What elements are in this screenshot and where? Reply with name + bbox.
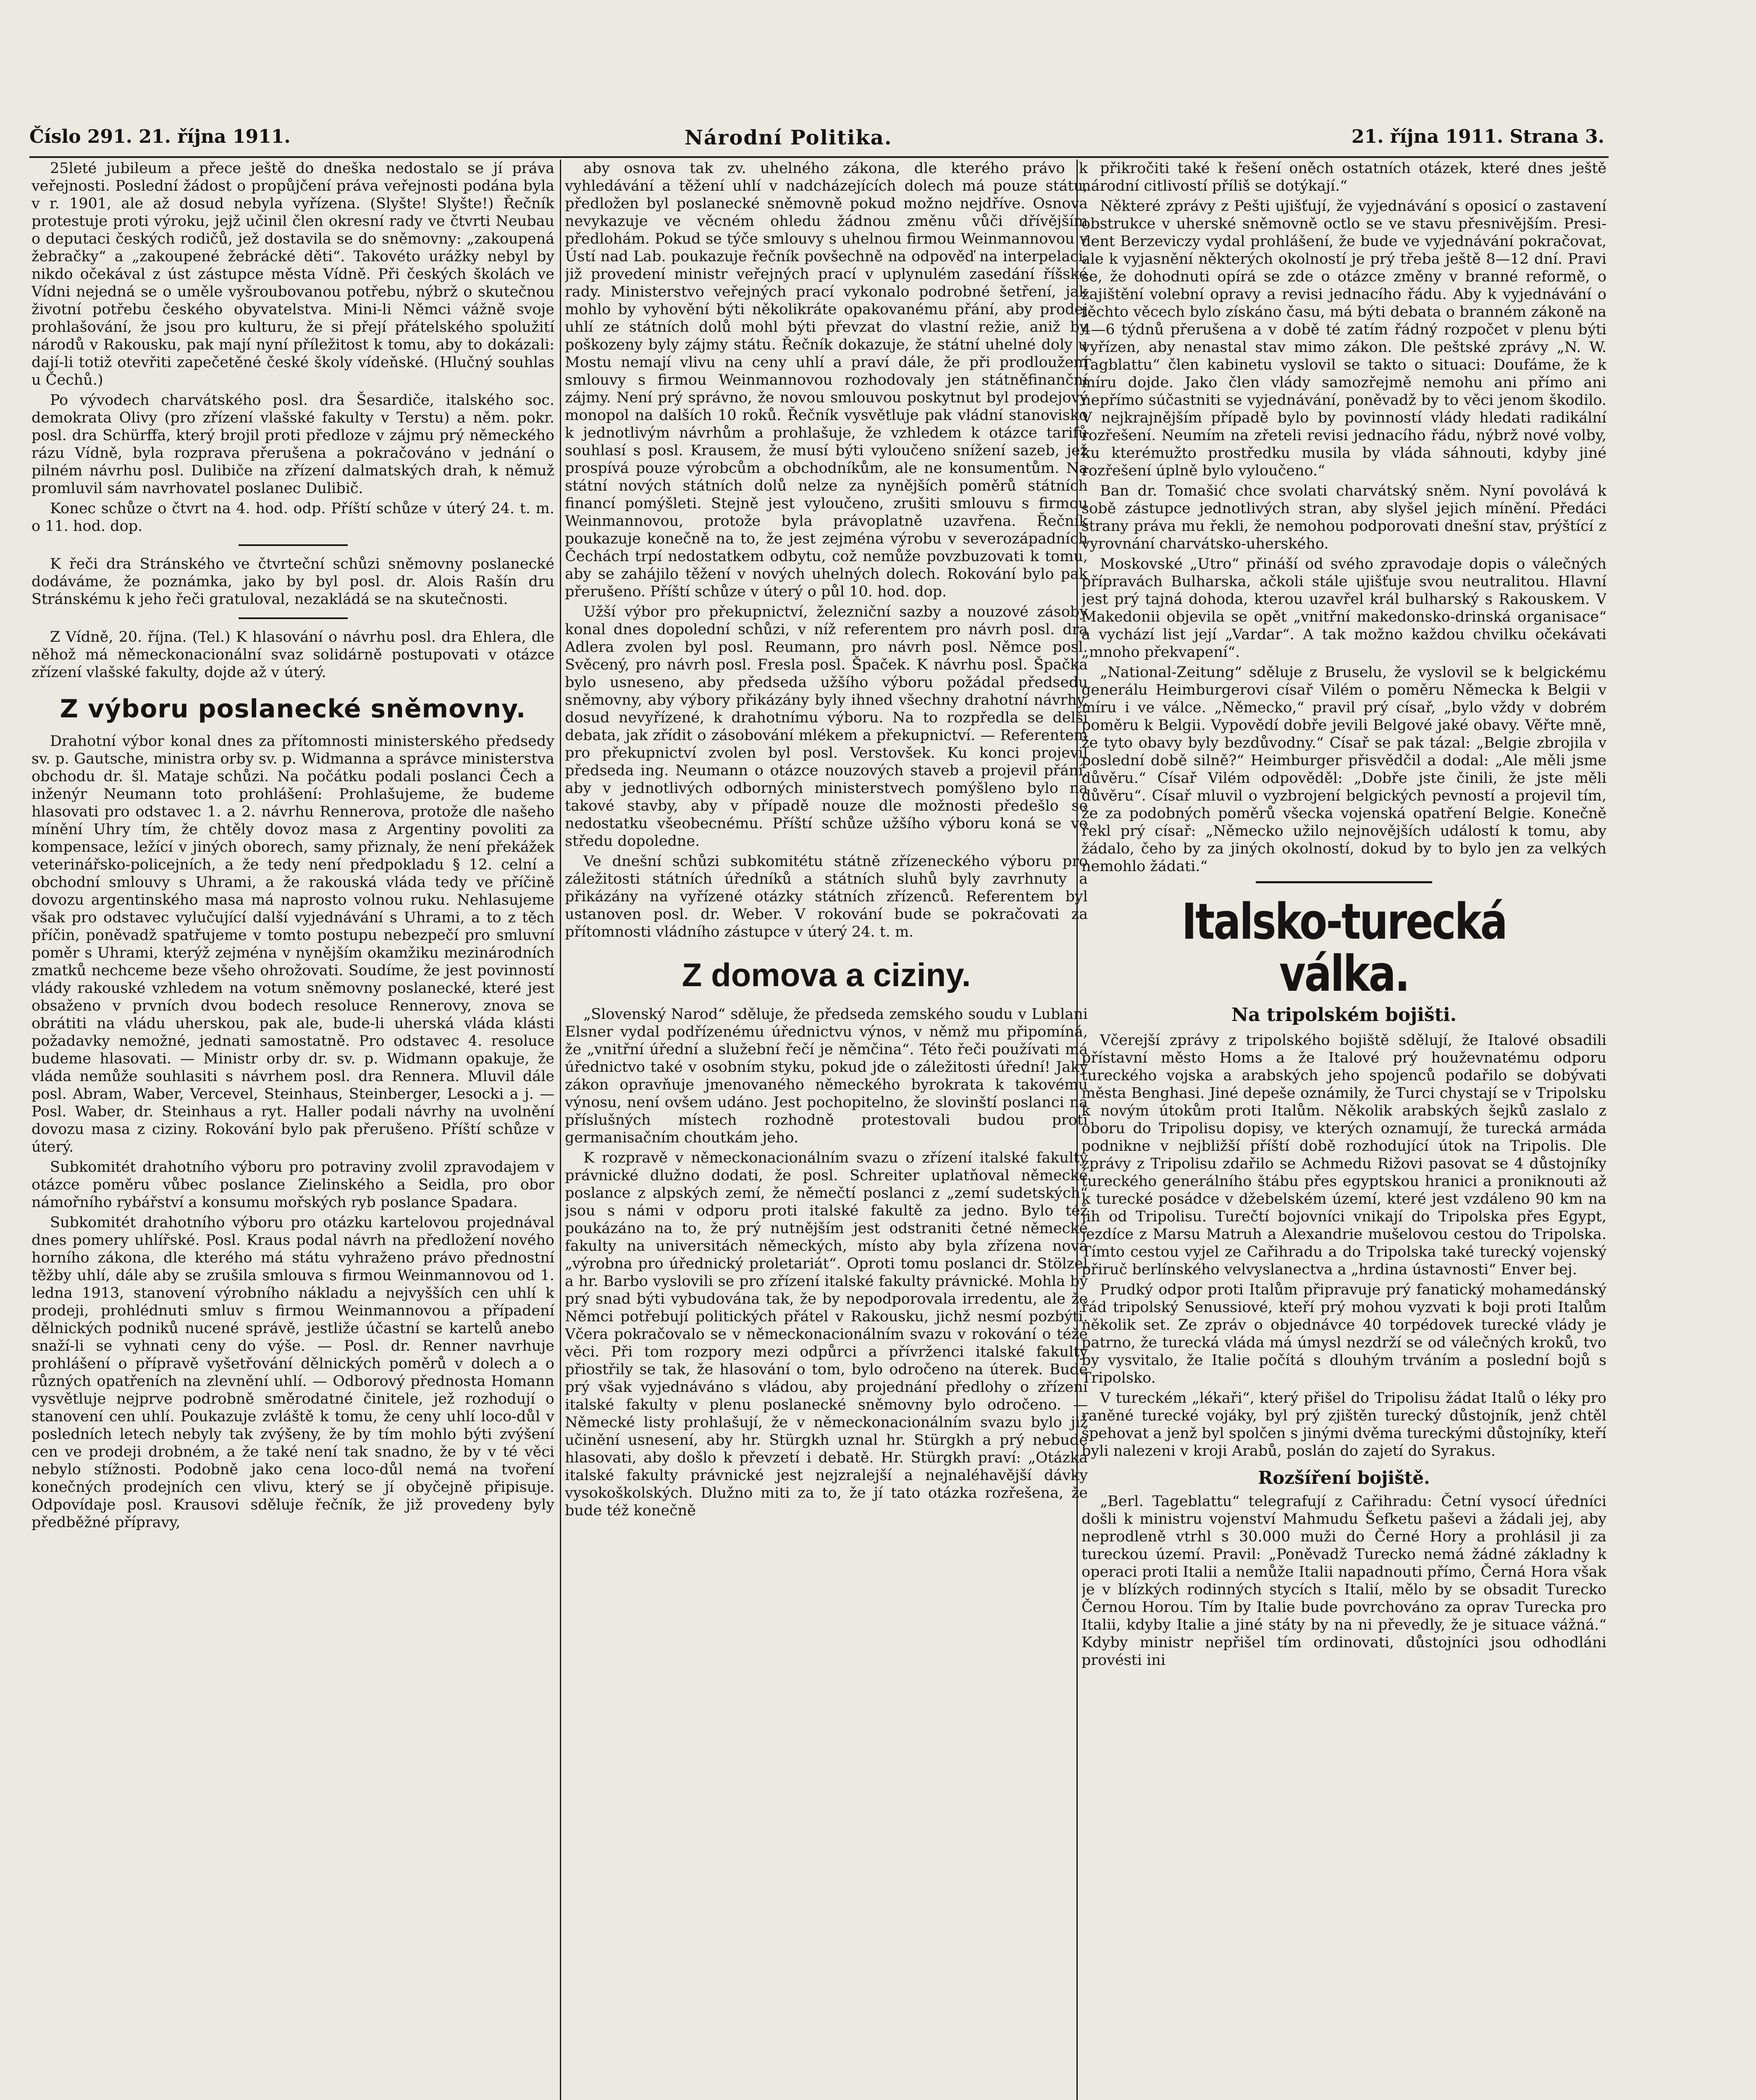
article-paragraph: Ve dnešní schůzi subkomitétu státně zřízeneckého výboru pro záležitosti státních úředníků a státních sluhů byly zavrhnuty a přikázány na vyřízené otázky státních zřízenců. Referentem byl ustanoven posl. dr. Weber. V rokování bude se pokračovati za přítomnosti vládního zástupce v úterý 24. t. m. [565, 853, 1088, 940]
article-paragraph: Subkomitét drahotního výboru pro otázku kartelovou projednával dnes pomery uhlířské. Posl. Kraus podal návrh na předložení nového horního zákona, dle kterého má státu vyhraženo právo přednostní těžby uhlí, dále aby se zrušila smlouva s firmou Weinmannovou od 1. ledna 1913, stanovení výrobního nákladu a nejvyšších cen uhlí k prodeji, prohlédnuti smluv s firmou Weinmannovou a případení dělnických podniků nucené správě, jestliže účastní se kartelů anebo snaží-li se vyhnati ceny do výše. — Posl. dr. Renner navrhuje prohlášení o přípravě vyšetřování dělnických poměrů v dolech a o různých opatřeních na zlevnění uhlí. — Odborový přednosta Homann vysvětluje nejprve podrobně směrodatné činitele, jež rozhodují o stanovení cen uhlí. Poukazuje zvláště k tomu, že ceny uhlí loco-důl v posledních letech nebyly tak zvýšeny, že by tím mohlo býti zvýšení cen ve prodeji drobném, a že také není tak snadno, že by v té věci nebylo stížnosti. Podobně jako cena loco-důl nemá na tvoření konečných prodejních cen vlivu, který se jí obyčejně připisuje. Odpovídaje posl. Krausovi sděluje řečník, že již provedeny byly předběžné přípravy, [31, 1214, 554, 1531]
article-paragraph: Užší výbor pro překupnictví, železniční sazby a nouzové zásoby konal dnes dopolední schůzi, v níž referentem pro návrh posl. dra Adlera zvolen byl posl. Reumann, pro návrh posl. Němce posl. Svěcený, pro návrh posl. Fresla posl. Špaček. K návrhu posl. Špačka bylo usneseno, aby předseda užšího výboru požádal předsedu sněmovny, aby výbory přikázány byly ihned všechny drahotní návrhy, dosud nevyřízené, k drahotnímu výboru. Na to rozpředla se delší debata, jak zřídit o zásobování mlékem a překupnictví. — Referentem pro překupnictví zvolen byl posl. Verstovšek. Ku konci projevil předseda ing. Neumann o otázce nouzových staveb a projevil přání, aby v jednotlivých odborných ministerstvech pomýšleno bylo na takové stavby, aby v případě nouze dle možnosti předešlo se nedostatku všeobecnému. Příští schůze užšího výboru koná se ve středu dopoledne. [565, 604, 1088, 850]
article-paragraph: K rozpravě v německonacionálním svazu o zřízení italské fakulty právnické dlužno dodati, že posl. Schreiter uplatňoval německé poslance z alpských zemí, že němečtí poslanci z „zemí sudetských“ jsou s námi v odporu proti italské fakultě za jedno. Bylo též poukázáno na to, že prý nutnějším jest odstraniti četné německé fakulty na universitách německých, místo aby byla zřízena nová „výrobna pro úřednický proletariát“. Oproti tomu poslanci dr. Stölzel a hr. Barbo vyslovili se pro zřízení italské fakulty právnické. Mohla by prý snad býti vybudována tak, že by nepodporovala irredentu, ale že Němci potřebují politických přátel v Rakousku, jichž nesmí pozbýti. Včera pokračovalo se v německonacionálním svazu v rokování o téže věci. Při tom rozpory mezi odpůrci a přívrženci italské fakulty přiostřily se tak, že hlasování o tom, bylo odročeno na úterek. Bude prý však vyjednáváno s vládou, aby projednání předlohy o zřízení italské fakulty v plenu poslanecké sněmovny bylo odročeno. — Německé listy prohlašují, že v německonacionálním svazu bylo již učinění usnesení, aby hr. Stürgkh uznal hr. Stürgkh a prý nebude hlasovati, aby došlo k převzetí i debatě. Hr. Stürgkh praví: „Otázka italské fakulty právnické jest nejzralejší a nejnaléhavější dávky vysokoškolských. Dlužno miti za to, že jí tato otázka rozřešena, že bude též konečně [565, 1149, 1088, 1519]
separator-rule [239, 544, 348, 546]
article-paragraph: „Slovenský Narod“ sděluje, že předseda zemského soudu v Lublani Elsner vydal podřízenému úřednictvu výnos, v němž mu připomíná, že „vnitřní úřední a služební řečí je němčina“. Této řeči používati má úřednictvo také v osobním styku, pokud jde o záležitosti úřední! Jaký zákon opravňuje jmenovaného německého byrokrata k takovému výnosu, není ovšem udáno. Jest pochopitelno, že slovinští poslanci na příslušných místech rozhodně protestovali budou proti germanisačním choutkám jeho. [565, 1005, 1088, 1146]
article-paragraph: 25leté jubileum a přece ještě do dneška nedostalo se jí práva veřejnosti. Poslední žádost o propůjčení práva veřejnosti podána byla v r. 1901, ale až dosud nebyla vyřízena. (Slyšte! Slyšte!) Řečník protestuje proti výroku, jejž učinil člen okresní rady ve čtvrti Neubau o deputaci českých rodičů, jež dostavila se do sněmovny: „zakoupená žebračky“ a „zakoupené žebrácké děti“. Takovéto urážky nebyl by nikdo očekával z úst zástupce města Vídně. Při českých školách ve Vídni nejedná se o uměle vyšroubovanou potřebu, nýbrž o skutečnou životní potřebu českého obyvatelstva. Mini-li Němci vážně svoje prohlašování, že jsou pro kulturu, že si přejí přátelského spolužití národů v Rakousku, pak mají nyní příležitost k tomu, aby to dokázali: dají-li totiž otevřiti zapečetěné české školy vídeňské. (Hlučný souhlas u Čechů.) [31, 160, 554, 388]
article-paragraph: Prudký odpor proti Italům připravuje prý fanatický mohamedánský řád tripolský Senussiové, kteří prý mohou vyzvati k boji proti Italům několik set. Ze zpráv o objednávce 40 torpédovek turecké vlády je patrno, že turecká vláda má úmysl nezdrží se od válečných kroků, tvo by vysvitalo, že Italie počítá s dlouhým trváním a poslední bojů s Tripolsko. [1081, 1281, 1606, 1386]
column-divider [560, 160, 561, 2100]
article-paragraph: aby osnova tak zv. uhelného zákona, dle kterého právo k vyhledávání a těžení uhlí v nadcházejících dolech má pouze státu, předložen byl poslanecké sněmovně pokud možno nejdříve. Osnova nevykazuje ve věcném ohledu žádnou změnu vůči dřívějším předlohám. Pokud se týče smlouvy s uhelnou firmou Weinmannovou v Ústí nad Lab. poukazuje řečník povšechně na odpověď na interpelaci, již provedení ministr veřejných prací v uplynulém zasedání říšské rady. Ministerstvo veřejných prací vykonalo podrobné šetření, jak mohlo by vyhovění býti několikráte opakovanému přání, aby prodej uhlí ze státních dolů mohl býti převzat do vlastní režie, aniž by poškozeny byly zájmy státu. Řečník dokazuje, že státní uhelné doly u Mostu nemají vlivu na ceny uhlí a praví dále, že při prodloužení smlouvy s firmou Weinmannovou rozhodovaly jen státněfinanční zájmy. Není prý správno, že novou smlouvou poskytnut byl prodejový monopol na dalších 10 roků. Řečník vysvětluje pak vládní stanovisko k jednotlivým návrhům a prohlašuje, že vzhledem k otázce tarifů souhlasí s posl. Krausem, že musí býti vyloučeno snížení sazeb, jež prospívá pouze výrobcům a obchodníkům, ale ne konsumentům. Na státní nových státních dolů nelze za nynějších poměrů státních financí pomýšleti. Stejně jest vyloučeno, zrušiti smlouvu s firmou Weinmannovou, protože byla právoplatně uzavřena. Řečník poukazuje konečně na to, že jest zejména výrobu v severozápadních Čechách trpí nedostatkem odbytu, což nemůže povzbuzovati k tomu, aby se zahájilo těžení v nových uhelných dolech. Rokování bylo pak přerušeno. Příští schůze v úterý o půl 10. hod. dop. [565, 160, 1088, 600]
article-paragraph: K řeči dra Stránského ve čtvrteční schůzi sněmovny poslanecké dodáváme, že poznámka, jako by byl posl. dr. Alois Rašín dru Stránskému k jeho řeči gratuloval, nezakládá se na skutečnosti. [31, 556, 554, 608]
column-2 [565, 160, 1088, 2100]
article-paragraph: Ban dr. Tomašić chce svolati charvátský sněm. Nyní povolává k sobě zástupce jednotlivých stran, aby slyšel jejich mínění. Předáci strany práva mu řekli, že nemohou podporovati dnešní stav, prýštící z vyrovnání charvátsko-uherského. [1081, 483, 1606, 552]
article-paragraph: V tureckém „lékaři“, který přišel do Tripolisu žádat Italů o léky pro raněné turecké vojáky, byl prý zjištěn turecký důstojník, jenž chtěl špehovat a jenž byl spolčen s jinými dvěma tureckými důstojníky, kteří byli nalezeni v kroji Arabů, poslán do zajetí do Syrakus. [1081, 1389, 1606, 1460]
masthead-title: Národní Politika. [685, 126, 892, 150]
war-headline: Italsko-turecká válka. [1181, 892, 1507, 1003]
article-paragraph: Drahotní výbor konal dnes za přítomnosti ministerského předsedy sv. p. Gautsche, ministra orby sv. p. Widmanna a správce ministerstva obchodu dr. šl. Mataje schůzi. Na počátku podali poslanci Čech a inženýr Neumann toto prohlášení: Prohlašujeme, že budeme hlasovati pro odstavec 1. a 2. návrhu Rennerova, protože dle našeho mínění Uhry tím, že chtěly dovoz masa z Argentiny povoliti za kompensace, ležící v jiných oborech, samy přiznaly, že není překážek veterinářsko-policejních, a že tedy není předpokladu § 12. celní a obchodní smlouvy s Uhrami, a že rakouská vláda tedy ve příčině dovozu argentinského masa má naprosto volnou ruku. Nehlasujeme však pro odstavec vylučující další vyjednávání s Uhrami, a to z těch příčin, poněvadž spatřujeme v tomto postupu nebezpečí pro smluvní poměr s Uhrami, kterýž zejména v nynějším okamžiku mezinárodních zmatků nechceme beze všeho ohrožovati. Soudíme, že jest povinností vlády rakouské vzhledem na votum sněmovny poslanecké, které jest obsaženo v prvních dvou bodech resoluce Rennerovy, znova se obrátiti na vládu uherskou, pak ale, bude-li uherská vláda klásti požadavky nemožné, jednati samostatně. Pro odstavec 4. resoluce budeme hlasovati. — Ministr orby dr. sv. p. Widmann opakuje, že vláda nemůže souhlasiti s návrhem posl. dra Rennera. Mluvil dále posl. Abram, Waber, Vercevel, Steinhaus, Steinberger, Lesocki a j. — Posl. Waber, dr. Steinhaus a ryt. Haller podali návrhy na uvolnění dovozu masa z ciziny. Rokování bylo pak přerušeno. Příští schůze v úterý. [31, 733, 554, 1155]
date-page-number: 21. října 1911. Strana 3. [1351, 126, 1604, 147]
article-paragraph: Některé zprávy z Pešti ujišťují, že vyjednávání s oposicí o zastavení obstrukce v uherské sněmovně octlo se ve stavu přesnivějším. President Berzeviczy vydal prohlášení, že bude ve vyjednávání pokračovat, ale k vyjasnění některých okolností je prý třeba ještě 8—12 dní. Pravi se, že dohodnuti opírá se zde o otázce změny v branné reformě, o zajištění volební opravy a revisi jednacího řádu. Aby k vyjednávání o těchto věcech bylo získáno času, má býti debata o branném zákoně na 4—6 týdnů přerušena a v době té zatím řádný rozpočet v plenu býti vyřízen, aby nenastal stav mimo zákon. Dle peštské zprávy „N. W. Tagblattu“ člen kabinetu vyslovil se takto o situaci: Doufáme, že k míru dojde. Jako člen vlády samozřejmě nemohu ani přímo ani nepřímo súčastniti se vyjednávání, poněvadž by to věci jenom škodilo. V nejkrajnějším případě bylo by povinností vlády hledati radikální rozřešení. Neumím na zřeteli revisi jednacího řádu, nýbrž nové volby, ku kterémužto prostředku musila by vláda sáhnouti, kdyby jiné rozřešení úplně bylo vyloučeno.“ [1081, 198, 1606, 479]
section-heading: Z domova a ciziny. [682, 956, 971, 993]
article-paragraph: „National-Zeitung“ sděluje z Bruselu, že vyslovil se k belgickému generálu Heimburgerovi císař Vilém o poměru Německa k Belgii v míru i ve válce. „Německo,“ pravil prý císař, „bylo vždy v dobrém poměru k Belgii. Vypovědí dobře jevili Belgové jaké obavy. Věřte mně, že tyto obavy byly bezdůvodny.“ Císař se pak tázal: „Belgie zbrojila v poslední době silně?“ Heimburger přisvědčil a dodal: „Ale měli jsme důvěru.“ Císař Vilém odpověděl: „Dobře jste činili, že jste měli důvěru“. Císař mluvil o vyzbrojení belgických pevností a projevil tím, že za podobných poměrů všecka vojenská opatření Belgie. Konečně řekl prý císař: „Německo užilo nejnovějších událostí k tomu, aby žádalo, čeho by za jiných okolností, dokud by to bylo jen za velkých nemohlo žádati.“ [1081, 664, 1606, 875]
article-paragraph: Z Vídně, 20. října. (Tel.) K hlasování o návrhu posl. dra Ehlera, dle něhož má německonacionální svaz solidárně postupovati v otázce zřízení vlašské fakulty, dojde až v úterý. [31, 629, 554, 681]
section-heading: Z výboru poslanecké sněmovny. [60, 694, 526, 724]
article-paragraph: Moskovské „Utro“ přináší od svého zpravodaje dopis o válečných přípravách Bulharska, ačkoli stále ujišťuje svou neutralitou. Hlavní jest prý tajná dohoda, kterou uzavřel král bulharský s Rakouskem. V Makedonii objevila se opět „vnitřní makedonsko-drinská organisace“ a vychází list její „Vardar“. A tak možno každou chvilku očekávati „mnoho překvapení“. [1081, 556, 1606, 661]
subheading: Rozšíření bojiště. [1258, 1467, 1430, 1488]
header-rule [29, 156, 1609, 158]
article-paragraph: Subkomitét drahotního výboru pro potraviny zvolil zpravodajem v otázce poměru vůbec poslance Zielinského a Seidla, pro obor námořního rybářství a konsumu mořských ryb poslance Spadara. [31, 1159, 554, 1211]
subheading: Na tripolském bojišti. [1231, 1004, 1457, 1026]
article-paragraph: Po vývodech charvátského posl. dra Šesardiče, italského soc. demokrata Olivy (pro zřízení vlašské fakulty v Terstu) a něm. pokr. posl. dra Schürffa, který brojil proti předloze v zájmu prý německého rázu Vídně, byla rozprava přerušena a pokračováno v jednání o pilném návrhu posl. Dulibiče na zřízení dalmatských drah, k němuž promluvil sám navrhovatel poslanec Dulibič. [31, 392, 554, 497]
separator-rule [1256, 881, 1432, 883]
separator-rule [239, 617, 348, 619]
column-3 [1081, 160, 1606, 2100]
column-1 [31, 160, 554, 2100]
article-paragraph: „Berl. Tageblattu“ telegrafují z Cařihradu: Četní vysocí úředníci došli k ministru vojenství Mahmudu Šefketu paševi a žádali jej, aby neprodleně vtrhl s 30.000 muži do Černé Hory a prohlásil ji za tureckou území. Pravil: „Poněvadž Turecko nemá žádné základny k operaci proti Italii a nemůže Italii napadnouti přímo, Černá Hora však je v blízkých rodinných stycích s Italií, mělo by se obsadit Turecko Černou Horou. Tím by Italie bude povrchováno za oprav Turecka pro Italii, kdyby Italie a jiné státy by na ni převedly, že je situace vážná.“ Kdyby ministr nepřišel tím ordinovati, důstojníci jsou odhodláni provésti ini [1081, 1493, 1606, 1669]
article-paragraph: Konec schůze o čtvrt na 4. hod. odp. Příští schůze v úterý 24. t. m. o 11. hod. dop. [31, 500, 554, 535]
page-header [29, 126, 1604, 155]
article-paragraph: přikročiti také k řešení oněch ostatních otázek, které dnes ještě národní citlivostí příliš se dotýkají.“ [1081, 160, 1606, 194]
article-paragraph: Včerejší zprávy z tripolského bojiště sdělují, že Italové obsadili přístavní město Homs a že Italové prý houževnatému odporu tureckého vojska a arabských jeho spojenců podařilo se dobývati města Benghasi. Jiné depeše oznámily, že Turci chystají se v Tripolsku k novým útokům proti Italům. Několik arabských šejků zaslalo z oboru do Tripolisu dopisy, ve kterých oznamují, že turecká armáda podnikne v nejbližší příští době rozhodující útok na Tripolis. Dle zprávy z Tripolisu zdařilo se Achmedu Rižovi pasovat se 4 důstojníky tureckého generálního štábu přes egyptskou hranici a proniknouti až k turecké posádce v džebelském území, které jest vzdáleno 90 km na jih od Tripolisu. Turečtí bojovníci vnikají do Tripolska přes Egypt, jezdíce z Marsu Matruh a Alexandrie mušelovou cestou do Tripolska. Tímto cestou vyjel ze Cařihradu a do Tripolska také turecký vojenský přiruč berlínského velvyslanectva a „hrdina ústavnosti“ Enver bej. [1081, 1032, 1606, 1278]
issue-number-date: Číslo 291. 21. října 1911. [29, 126, 291, 147]
